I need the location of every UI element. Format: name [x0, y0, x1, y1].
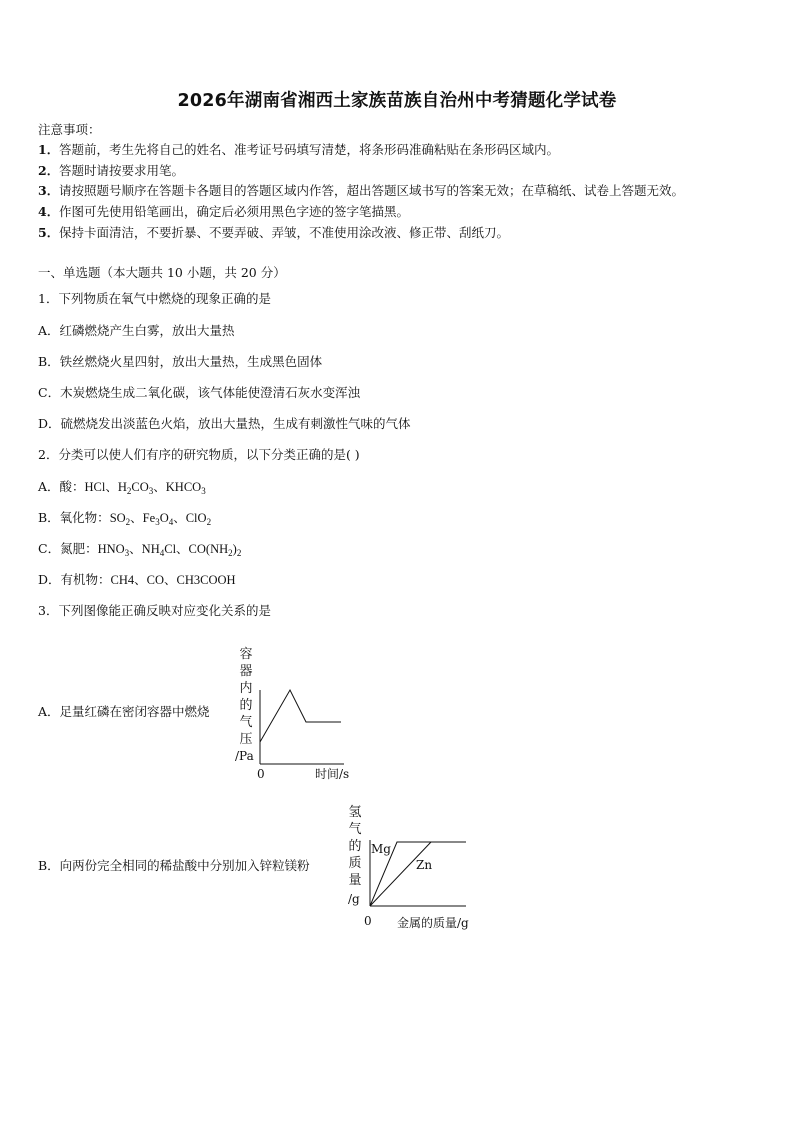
note-number: 3．	[38, 183, 60, 198]
graph-b-series-label-mg: Mg	[371, 842, 391, 856]
note-text: 作图可先使用铅笔画出，确定后必须用黑色字迹的签字笔描黑。	[59, 204, 410, 219]
note-text: 答题时请按要求用笔。	[59, 163, 185, 178]
note-item	[38, 141, 559, 159]
option-label: C．氮肥：	[38, 541, 98, 556]
formula-text: $SO_2$、$Fe_3O_4$、ClO$_2$	[109, 511, 212, 527]
note-text: 请按照题号顺序在答题卡各题目的答题区域内作答，超出答题区域书写的答案无效；在草稿纸、试卷上答题无效。	[59, 183, 685, 198]
graph-a-ylabel-char: 器	[239, 664, 253, 679]
graph-a-xlabel: 时间/s	[315, 767, 350, 781]
q1-option-c: C．木炭燃烧生成二氧化碳，该气体能使澄清石灰水变浑浊	[38, 385, 361, 400]
note-item	[38, 224, 509, 242]
q3-option-b-label: B．向两份完全相同的稀盐酸中分别加入锌粒镁粉	[38, 858, 310, 873]
note-number: 2．	[38, 163, 60, 178]
graph-a-ylabel-char: 的	[239, 698, 253, 713]
graph-b-xlabel: 金属的质量/g	[397, 916, 469, 930]
graph-b-hydrogen-metal	[340, 800, 490, 935]
q2-option-d	[38, 571, 236, 589]
section-heading: 一、单选题（本大题共 10 小题，共 20 分）	[38, 265, 286, 280]
option-label: A．酸：	[38, 479, 85, 494]
q1-option-b: B．铁丝燃烧火星四射，放出大量热，生成黑色固体	[38, 354, 323, 369]
note-number: 1．	[38, 142, 60, 157]
note-text: 保持卡面清洁，不要折暴、不要弄破、弄皱，不准使用涂改液、修正带、刮纸刀。	[59, 225, 510, 240]
option-label: B．氧化物：	[38, 510, 110, 525]
graph-b-ylabel-char: 量	[348, 873, 362, 888]
graph-b-origin: 0	[364, 914, 372, 928]
q3-option-a-label: A．足量红磷在密闭容器中燃烧	[38, 704, 210, 719]
exam-title: 2026年湖南省湘西土家族苗族自治州中考猜题化学试卷	[177, 91, 617, 111]
formula-text: CH4、CO、CH3COOH	[110, 573, 236, 587]
note-item	[38, 182, 684, 200]
graph-a-yunit: /Pa	[235, 749, 254, 763]
graph-a-origin: 0	[257, 767, 265, 781]
note-number: 4．	[38, 204, 60, 219]
graph-b-ylabel-char: 氢	[348, 805, 362, 820]
graph-b-ylabel-char: 的	[348, 839, 362, 854]
graph-a-ylabel-char: 压	[239, 732, 253, 747]
graph-a-curve	[260, 690, 341, 742]
q1-option-d: D．硫燃烧发出淡蓝色火焰，放出大量热，生成有刺激性气味的气体	[38, 416, 411, 431]
graph-a-ylabel-char: 气	[239, 715, 253, 730]
formula-text: $HNO_3$、$NH_4Cl$、$CO(NH_2)_2$	[97, 542, 242, 558]
graph-b-ylabel-char: 气	[348, 822, 362, 837]
note-item	[38, 203, 409, 221]
graph-a-ylabel-char: 容	[239, 647, 253, 662]
graph-a-pressure-time	[226, 640, 366, 785]
note-text: 答题前，考生先将自己的姓名、准考证号码填写清楚，将条形码准确粘贴在条形码区域内。	[59, 142, 560, 157]
question-2-stem: 2．分类可以使人们有序的研究物质，以下分类正确的是( )	[38, 447, 360, 462]
q2-option-a	[38, 478, 206, 496]
graph-a-ylabel-char: 内	[239, 681, 253, 696]
note-item	[38, 162, 184, 180]
option-label: D．有机物：	[38, 572, 111, 587]
graph-b-yunit: /g	[348, 892, 360, 906]
question-3-stem: 3．下列图像能正确反映对应变化关系的是	[38, 603, 271, 618]
formula-text: HCl、$H_2CO_3$、$KHCO_3$	[84, 480, 206, 496]
q2-option-b	[38, 509, 211, 527]
q1-option-a: A．红磷燃烧产生白雾，放出大量热	[38, 323, 235, 338]
graph-b-ylabel-char: 质	[348, 856, 362, 871]
notes-heading: 注意事项：	[38, 122, 101, 137]
graph-b-series-label-zn: Zn	[416, 858, 433, 872]
question-1-stem: 1．下列物质在氧气中燃烧的现象正确的是	[38, 291, 271, 306]
q2-option-c	[38, 540, 241, 558]
note-number: 5．	[38, 225, 60, 240]
